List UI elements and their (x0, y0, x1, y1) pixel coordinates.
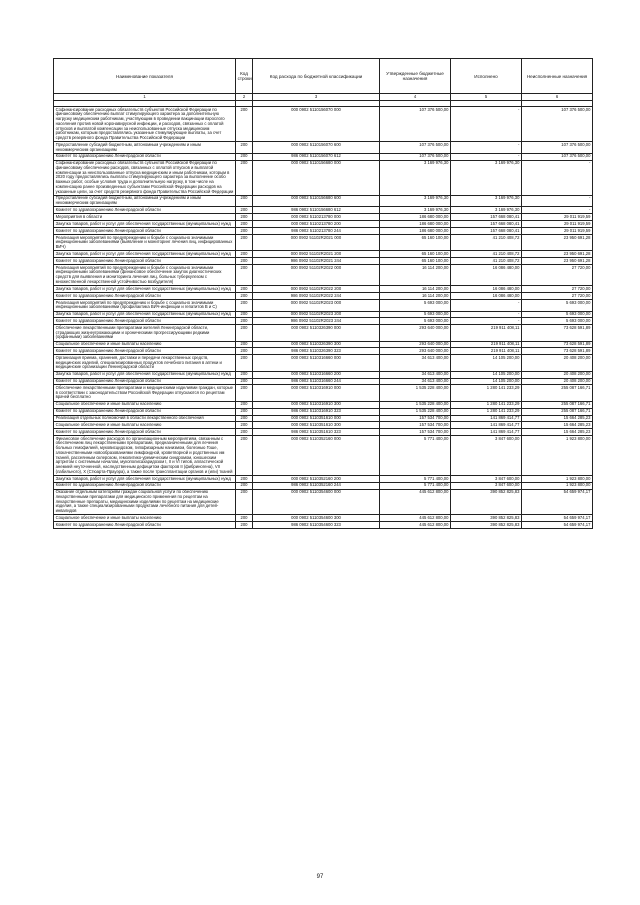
row-approved-cell: 3 169 976,30 (380, 207, 451, 214)
row-name-cell: Закупка товаров, работ и услуг для обеспечения государственных (муниципальных) нужд (54, 311, 236, 318)
row-remaining-cell: 54 659 974,17 (522, 489, 593, 515)
row-code-cell: 200 (236, 341, 253, 348)
table-row (54, 221, 593, 228)
row-code-cell: 200 (236, 153, 253, 160)
row-name-cell: Закупка товаров, работ и услуг для обеспечения государственных (муниципальных) нужд (54, 371, 236, 378)
row-remaining-cell: 23 950 691,28 (522, 251, 593, 258)
row-executed-cell: - (451, 153, 522, 160)
table-row (54, 371, 593, 378)
header-name: Наименование показателя (54, 59, 236, 94)
row-approved-cell: 445 612 800,00 (380, 515, 451, 522)
row-remaining-cell: 255 087 166,71 (522, 408, 593, 415)
row-kbk-cell: 000 0902 51102R2023 200 (253, 311, 380, 318)
row-code-cell: 200 (236, 408, 253, 415)
row-code-cell: 200 (236, 385, 253, 401)
row-executed-cell: 157 668 080,41 (451, 221, 522, 228)
header-code: Код строки (236, 59, 253, 94)
row-code-cell: 200 (236, 515, 253, 522)
row-code-cell: 200 (236, 293, 253, 300)
row-approved-cell: 293 640 000,00 (380, 341, 451, 348)
row-approved-cell: 34 613 400,00 (380, 378, 451, 385)
row-approved-cell: 5 771 400,00 (380, 482, 451, 489)
row-remaining-cell: 29 011 919,59 (522, 228, 593, 235)
row-name-cell: Комитет по здравоохранению Ленинградской области (54, 348, 236, 355)
column-number: 6 (522, 94, 593, 101)
row-executed-cell: - (451, 107, 522, 142)
table-row (54, 311, 593, 318)
row-name-cell: Реализация отдельных полномочий в области лекарственного обеспечения (54, 415, 236, 422)
row-executed-cell: - (451, 311, 522, 318)
row-remaining-cell: 73 628 591,89 (522, 348, 593, 355)
row-code-cell: 200 (236, 371, 253, 378)
row-remaining-cell: 23 950 691,28 (522, 235, 593, 251)
row-kbk-cell: 000 0902 51102R2023 000 (253, 299, 380, 311)
row-kbk-cell: 000 0902 5110352160 200 (253, 476, 380, 483)
row-kbk-cell: 986 0902 5110316910 323 (253, 408, 380, 415)
row-kbk-cell: 000 0902 51102R2021 000 (253, 235, 380, 251)
row-code-cell: 200 (236, 311, 253, 318)
row-approved-cell: 34 613 400,00 (380, 355, 451, 371)
row-remaining-cell: 107 376 500,00 (522, 107, 593, 142)
row-code-cell: 200 (236, 299, 253, 311)
row-approved-cell: 3 169 976,30 (380, 195, 451, 207)
row-code-cell: 200 (236, 214, 253, 221)
row-kbk-cell: 000 0902 5110156070 600 (253, 142, 380, 154)
row-name-cell: Обеспечение лекарственными препаратами жителей Ленинградской области, страдающих жизнеугрожающими и хроническими прогрессирующими редкими (орфанными) заболеваниями (54, 325, 236, 341)
row-executed-cell: 41 210 408,72 (451, 258, 522, 265)
row-code-cell: 200 (236, 235, 253, 251)
row-name-cell: Предоставление субсидий бюджетным, автономным учреждениям и иным некоммерческим организациям (54, 195, 236, 207)
row-approved-cell: 5 693 000,00 (380, 311, 451, 318)
row-remaining-cell: 15 664 285,23 (522, 415, 593, 422)
row-approved-cell: 1 535 228 400,00 (380, 401, 451, 408)
table-row (54, 355, 593, 371)
row-kbk-cell: 000 0902 51102R2022 000 (253, 265, 380, 286)
row-name-cell: Реализация мероприятий по предупреждению и борьбе с социально значимыми инфекционными заболеваниями (профилактика ВИЧ-инфекции и гепатитов В и С) (54, 299, 236, 311)
table-row (54, 429, 593, 436)
row-approved-cell: 107 376 500,00 (380, 142, 451, 154)
row-kbk-cell: 986 0902 5110156680 612 (253, 207, 380, 214)
row-code-cell: 200 (236, 160, 253, 195)
table-row (54, 415, 593, 422)
row-executed-cell: 41 210 408,72 (451, 251, 522, 258)
table-row (54, 214, 593, 221)
column-number: 5 (451, 94, 522, 101)
row-name-cell: Организация приема, хранения, доставки и передачи лекарственных средств, медицинских изделий, специализированных продуктов лечебного питания в аптеки и медицинские организации Ленинградской области (54, 355, 236, 371)
row-remaining-cell: 255 087 166,71 (522, 385, 593, 401)
row-approved-cell: 107 376 500,00 (380, 153, 451, 160)
row-executed-cell: 219 911 408,11 (451, 341, 522, 348)
row-kbk-cell: 986 0902 5110156070 612 (253, 153, 380, 160)
row-code-cell: 200 (236, 482, 253, 489)
table-row (54, 515, 593, 522)
table-row (54, 293, 593, 300)
row-approved-cell: 445 612 800,00 (380, 489, 451, 515)
table-row (54, 207, 593, 214)
row-name-cell: Обеспечение лекарственными препаратами и медицинскими изделиями граждан, которые в соответствии с законодательством Российской Федерации отпускаются по рецептам врачей бесплатно (54, 385, 236, 401)
row-remaining-cell: 23 950 691,28 (522, 258, 593, 265)
row-approved-cell: 157 534 700,00 (380, 415, 451, 422)
row-name-cell: Комитет по здравоохранению Ленинградской области (54, 293, 236, 300)
row-approved-cell: 293 640 000,00 (380, 325, 451, 341)
row-name-cell: Оказание отдельным категориям граждан социальной услуги по обеспечению лекарственными препаратами для медицинского применения по рецептам на лекарственные препараты, медицинскими изделиями по рецептам на медицинские изделия, а также специализированными продуктами лечебного питания для детей-инвалидов (54, 489, 236, 515)
row-approved-cell: 5 693 000,00 (380, 299, 451, 311)
row-remaining-cell: - (522, 195, 593, 207)
row-approved-cell: 16 114 200,00 (380, 265, 451, 286)
row-executed-cell: 3 847 600,00 (451, 436, 522, 476)
row-executed-cell: 390 852 825,83 (451, 522, 522, 529)
row-code-cell: 200 (236, 489, 253, 515)
row-kbk-cell: 000 0902 51102R2021 200 (253, 251, 380, 258)
table-header-row (54, 59, 593, 94)
column-number-row (54, 94, 593, 101)
row-kbk-cell: 986 0902 5110316660 244 (253, 378, 380, 385)
table-row (54, 476, 593, 483)
row-name-cell: Комитет по здравоохранению Ленинградской области (54, 228, 236, 235)
row-executed-cell: 141 869 414,77 (451, 415, 522, 422)
row-code-cell: 200 (236, 265, 253, 286)
row-approved-cell: 16 114 200,00 (380, 293, 451, 300)
row-remaining-cell: 107 376 500,00 (522, 142, 593, 154)
row-remaining-cell: 5 693 000,00 (522, 311, 593, 318)
budget-report-sheet (53, 58, 592, 529)
row-code-cell: 200 (236, 318, 253, 325)
row-approved-cell: 157 534 700,00 (380, 422, 451, 429)
row-kbk-cell: 000 0902 5110316910 000 (253, 385, 380, 401)
table-row (54, 489, 593, 515)
row-name-cell: Комитет по здравоохранению Ленинградской области (54, 429, 236, 436)
table-row (54, 401, 593, 408)
row-executed-cell: 16 086 480,00 (451, 293, 522, 300)
row-approved-cell: 65 160 100,00 (380, 251, 451, 258)
row-kbk-cell: 986 0902 51102R2021 244 (253, 258, 380, 265)
table-body (54, 107, 593, 529)
row-kbk-cell: 000 0902 5110156070 000 (253, 107, 380, 142)
column-number: 1 (54, 94, 236, 101)
row-code-cell: 200 (236, 415, 253, 422)
row-name-cell: Софинансирование расходных обязательств субъектов Российской Федерации по финансовому обеспечению выплат стимулирующего характера за дополнительную нагрузку медицинским работникам, участвующим в проведении вакцинации взрослого населения против новой коронавирусной инфекции, и расходов, связанных с оплатой отпусков и выплатой компенсации за неиспользованные отпуска медицинским работникам, которым предоставлялись указанные стимулирующие выплаты, за счет средств резервного фонда Правительства Российской Федерации (54, 107, 236, 142)
row-executed-cell: 1 280 141 233,29 (451, 401, 522, 408)
row-executed-cell: 390 852 825,83 (451, 489, 522, 515)
column-number: 2 (236, 94, 253, 101)
row-kbk-cell: 986 0902 51102R2022 244 (253, 293, 380, 300)
row-kbk-cell: 000 0902 5110354600 000 (253, 489, 380, 515)
row-approved-cell: 157 534 700,00 (380, 429, 451, 436)
row-code-cell: 200 (236, 325, 253, 341)
table-row (54, 235, 593, 251)
row-executed-cell: 3 169 976,30 (451, 160, 522, 195)
row-name-cell: Комитет по здравоохранению Ленинградской области (54, 378, 236, 385)
row-executed-cell: 219 911 408,11 (451, 325, 522, 341)
row-approved-cell: 65 160 100,00 (380, 258, 451, 265)
row-executed-cell: 1 280 141 233,29 (451, 385, 522, 401)
row-executed-cell: - (451, 142, 522, 154)
row-name-cell: Комитет по здравоохранению Ленинградской области (54, 153, 236, 160)
row-approved-cell: 34 613 400,00 (380, 371, 451, 378)
row-code-cell: 200 (236, 476, 253, 483)
row-kbk-cell: 986 0902 51102R2023 244 (253, 318, 380, 325)
row-executed-cell: 141 869 414,77 (451, 429, 522, 436)
row-name-cell: Мероприятия в области (54, 214, 236, 221)
row-remaining-cell: 20 408 200,00 (522, 355, 593, 371)
row-kbk-cell: 000 0902 5110316660 200 (253, 371, 380, 378)
row-name-cell: Комитет по здравоохранению Ленинградской области (54, 207, 236, 214)
row-remaining-cell: 27 720,00 (522, 265, 593, 286)
row-name-cell: Комитет по здравоохранению Ленинградской области (54, 522, 236, 529)
row-remaining-cell: 1 923 800,00 (522, 476, 593, 483)
table-row (54, 160, 593, 195)
row-remaining-cell: 15 664 285,23 (522, 429, 593, 436)
table-row (54, 251, 593, 258)
row-executed-cell: 3 847 600,00 (451, 476, 522, 483)
row-approved-cell: 186 680 000,00 (380, 214, 451, 221)
budget-execution-table (53, 58, 593, 529)
row-approved-cell: 186 680 000,00 (380, 228, 451, 235)
row-remaining-cell: - (522, 160, 593, 195)
column-number: 3 (253, 94, 380, 101)
page-number: 97 (316, 874, 324, 880)
row-remaining-cell: 54 659 974,17 (522, 522, 593, 529)
column-number: 4 (380, 94, 451, 101)
row-remaining-cell: 27 720,00 (522, 286, 593, 293)
row-name-cell: Софинансирование расходных обязательств субъектов Российской Федерации по финансовому обеспечению расходов, связанных с оплатой отпусков и выплатой компенсации за неиспользованные отпуска медицинским и иным работникам, которым в 2020 году предоставлялись выплаты стимулирующего характера за выполнение особо важных работ, особые условия труда и дополнительную нагрузку, в том числе на компенсацию ранее произведенных субъектами Российской Федерации расходов на указанные цели, за счет средств резервного фонда Правительства Российской Федерации (54, 160, 236, 195)
row-code-cell: 200 (236, 522, 253, 529)
row-approved-cell: 5 693 000,00 (380, 318, 451, 325)
row-name-cell: Социальное обеспечение и иные выплаты населению (54, 401, 236, 408)
row-remaining-cell: 1 923 800,00 (522, 482, 593, 489)
row-code-cell: 200 (236, 348, 253, 355)
row-kbk-cell: 000 0902 5110213780 200 (253, 221, 380, 228)
row-remaining-cell: 27 720,00 (522, 293, 593, 300)
row-remaining-cell: 20 408 200,00 (522, 371, 593, 378)
row-kbk-cell: 986 0902 5110354600 323 (253, 522, 380, 529)
row-approved-cell: 1 535 228 400,00 (380, 385, 451, 401)
row-kbk-cell: 000 0902 5110156680 600 (253, 195, 380, 207)
row-remaining-cell: 20 408 200,00 (522, 378, 593, 385)
row-executed-cell: - (451, 318, 522, 325)
row-kbk-cell: 986 0902 5110351610 323 (253, 429, 380, 436)
table-row (54, 258, 593, 265)
row-executed-cell: - (451, 299, 522, 311)
row-name-cell: Финансовое обеспечение расходов по организационным мероприятиям, связанным с обеспечением лиц лекарственными препаратами, предназначенными для лечения больных гемофилией, муковисцидозом, гипофизарным нанизмом, болезнью Гоше, злокачественными новообразованиями лимфоидной, кроветворной и родственных им тканей, рассеянным склерозом, гемолитико-уремическим синдромом, юношеским артритом с системным началом, мукополисахаридозом I, II и VI типов, апластической анемией неуточненной, наследственным дефицитом факторов II (фибриногена), VII (лабильного), X (Стюарта-Прауэра), а также после трансплантации органов и (или) тканей (54, 436, 236, 476)
row-approved-cell: 3 169 976,30 (380, 160, 451, 195)
row-approved-cell: 107 376 500,00 (380, 107, 451, 142)
row-kbk-cell: 000 0902 5110316910 300 (253, 401, 380, 408)
row-executed-cell: 219 911 408,11 (451, 348, 522, 355)
row-executed-cell: 14 105 200,00 (451, 378, 522, 385)
header-kbk: Код расхода по бюджетной классификации (253, 59, 380, 94)
row-name-cell: Социальное обеспечение и иные выплаты населению (54, 515, 236, 522)
row-approved-cell: 445 612 800,00 (380, 522, 451, 529)
row-name-cell: Реализация мероприятий по предупреждению и борьбе с социально значимыми инфекционными заболеваниями (финансовое обеспечение закупок диагностических средств для выявления и мониторинга лечения лиц, больных туберкулезом с множественной лекарственной устойчивостью возбудителя) (54, 265, 236, 286)
row-code-cell: 200 (236, 286, 253, 293)
row-name-cell: Социальное обеспечение и иные выплаты населению (54, 341, 236, 348)
row-kbk-cell: 000 0902 5110351610 300 (253, 422, 380, 429)
row-executed-cell: 3 169 976,30 (451, 195, 522, 207)
row-approved-cell: 186 680 000,00 (380, 221, 451, 228)
table-row (54, 522, 593, 529)
row-remaining-cell: 73 628 591,89 (522, 341, 593, 348)
row-name-cell: Комитет по здравоохранению Ленинградской области (54, 408, 236, 415)
table-row (54, 385, 593, 401)
row-kbk-cell: 000 0902 5110326390 300 (253, 341, 380, 348)
row-code-cell: 200 (236, 228, 253, 235)
table-row (54, 286, 593, 293)
row-executed-cell: 16 086 480,00 (451, 286, 522, 293)
row-executed-cell: 141 869 414,77 (451, 422, 522, 429)
table-row (54, 436, 593, 476)
row-code-cell: 200 (236, 378, 253, 385)
row-name-cell: Комитет по здравоохранению Ленинградской области (54, 482, 236, 489)
row-kbk-cell: 000 0902 5110213780 000 (253, 214, 380, 221)
row-name-cell: Социальное обеспечение и иные выплаты населению (54, 422, 236, 429)
row-kbk-cell: 000 0902 5110351610 000 (253, 415, 380, 422)
row-name-cell: Закупка товаров, работ и услуг для обеспечения государственных (муниципальных) нужд (54, 286, 236, 293)
table-row (54, 228, 593, 235)
row-code-cell: 200 (236, 401, 253, 408)
row-remaining-cell: 107 376 500,00 (522, 153, 593, 160)
row-name-cell: Закупка товаров, работ и услуг для обеспечения государственных (муниципальных) нужд (54, 476, 236, 483)
row-name-cell: Закупка товаров, работ и услуг для обеспечения государственных (муниципальных) нужд (54, 221, 236, 228)
row-executed-cell: 390 852 825,83 (451, 515, 522, 522)
row-code-cell: 200 (236, 207, 253, 214)
row-remaining-cell: 255 087 166,71 (522, 401, 593, 408)
header-remaining: Неисполненные назначения (522, 59, 593, 94)
row-kbk-cell: 000 0902 5110352160 000 (253, 436, 380, 476)
row-approved-cell: 1 535 228 400,00 (380, 408, 451, 415)
row-code-cell: 200 (236, 251, 253, 258)
row-kbk-cell: 000 0902 51102R2022 200 (253, 286, 380, 293)
row-code-cell: 200 (236, 429, 253, 436)
row-kbk-cell: 986 0902 5110213780 244 (253, 228, 380, 235)
table-row (54, 142, 593, 154)
row-code-cell: 200 (236, 195, 253, 207)
row-approved-cell: 293 640 000,00 (380, 348, 451, 355)
row-approved-cell: 16 114 200,00 (380, 286, 451, 293)
row-name-cell: Предоставление субсидий бюджетным, автономным учреждениям и иным некоммерческим организациям (54, 142, 236, 154)
row-code-cell: 200 (236, 221, 253, 228)
row-approved-cell: 5 771 400,00 (380, 436, 451, 476)
row-remaining-cell: 29 011 919,59 (522, 214, 593, 221)
row-code-cell: 200 (236, 355, 253, 371)
row-kbk-cell: 000 0902 5110156680 000 (253, 160, 380, 195)
row-executed-cell: 157 668 080,41 (451, 228, 522, 235)
row-approved-cell: 5 771 400,00 (380, 476, 451, 483)
row-kbk-cell: 986 0902 5110326390 323 (253, 348, 380, 355)
row-remaining-cell: 1 923 800,00 (522, 436, 593, 476)
row-remaining-cell: 5 693 000,00 (522, 318, 593, 325)
table-row (54, 299, 593, 311)
row-executed-cell: 1 280 141 233,29 (451, 408, 522, 415)
table-row (54, 153, 593, 160)
row-executed-cell: 14 105 200,00 (451, 355, 522, 371)
row-name-cell: Закупка товаров, работ и услуг для обеспечения государственных (муниципальных) нужд (54, 251, 236, 258)
row-code-cell: 200 (236, 436, 253, 476)
header-approved: Утвержденные бюджетные назначения (380, 59, 451, 94)
row-executed-cell: 41 210 408,72 (451, 235, 522, 251)
row-code-cell: 200 (236, 422, 253, 429)
row-code-cell: 200 (236, 258, 253, 265)
row-executed-cell: 16 086 480,00 (451, 265, 522, 286)
table-row (54, 325, 593, 341)
row-name-cell: Реализация мероприятий по предупреждению и борьбе с социально значимыми инфекционными заболеваниями (выявление и мониторинг лечения лиц, инфицированных ВИЧ) (54, 235, 236, 251)
row-kbk-cell: 000 0902 5110354600 300 (253, 515, 380, 522)
row-remaining-cell: 73 628 591,89 (522, 325, 593, 341)
table-row (54, 348, 593, 355)
table-row (54, 422, 593, 429)
row-executed-cell: 3 847 600,00 (451, 482, 522, 489)
row-executed-cell: 157 668 080,41 (451, 214, 522, 221)
table-row (54, 195, 593, 207)
row-name-cell: Комитет по здравоохранению Ленинградской области (54, 318, 236, 325)
table-row (54, 341, 593, 348)
table-row (54, 318, 593, 325)
header-executed: Исполнено (451, 59, 522, 94)
row-remaining-cell: 54 659 974,17 (522, 515, 593, 522)
row-remaining-cell: 15 664 285,23 (522, 422, 593, 429)
row-approved-cell: 65 160 100,00 (380, 235, 451, 251)
row-executed-cell: 14 105 200,00 (451, 371, 522, 378)
table-row (54, 482, 593, 489)
table-row (54, 265, 593, 286)
row-remaining-cell: - (522, 207, 593, 214)
row-executed-cell: 3 169 976,30 (451, 207, 522, 214)
row-kbk-cell: 000 0902 5110316660 000 (253, 355, 380, 371)
row-remaining-cell: 5 693 000,00 (522, 299, 593, 311)
table-row (54, 378, 593, 385)
row-remaining-cell: 29 011 919,59 (522, 221, 593, 228)
row-code-cell: 200 (236, 142, 253, 154)
row-name-cell: Комитет по здравоохранению Ленинградской области (54, 258, 236, 265)
row-kbk-cell: 000 0902 5110326390 000 (253, 325, 380, 341)
row-code-cell: 200 (236, 107, 253, 142)
table-row (54, 107, 593, 142)
row-kbk-cell: 986 0902 5110352160 244 (253, 482, 380, 489)
table-row (54, 408, 593, 415)
